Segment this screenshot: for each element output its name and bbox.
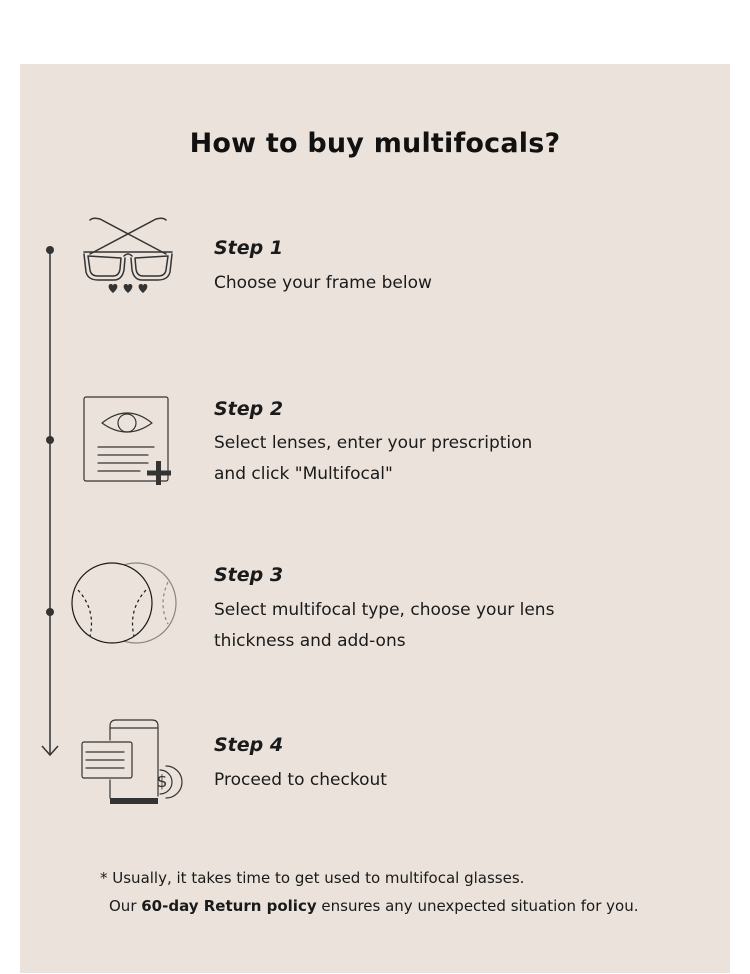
step-1-text: [214, 268, 634, 299]
step-3-line-2: thickness and add-ons: [214, 631, 406, 651]
page-title: How to buy multifocals?: [189, 128, 561, 159]
step-3-title: Step 3: [214, 564, 284, 586]
footnote: [100, 864, 700, 920]
step-2-text: [214, 428, 634, 490]
footnote-line-2: [100, 892, 700, 920]
prescription-icon: [82, 395, 178, 489]
footnote-suffix: ensures any unexpected situation for you.: [316, 897, 639, 915]
lens-icon: [68, 560, 184, 648]
footnote-line-1: * Usually, it takes time to get used to multifocal glasses.: [100, 869, 525, 887]
svg-text:$: $: [156, 772, 168, 792]
step-4-line-1: Proceed to checkout: [214, 770, 387, 790]
step-3-line-1: Select multifocal type, choose your lens: [214, 600, 555, 620]
step-3-text: [214, 595, 634, 657]
step-2-title: Step 2: [214, 398, 284, 420]
step-4-text: [214, 765, 634, 796]
step-1-line-1: Choose your frame below: [214, 273, 432, 293]
content-panel: [20, 64, 730, 973]
glasses-icon: [78, 214, 178, 304]
step-2-line-1: Select lenses, enter your prescription: [214, 433, 533, 453]
step-4-title: Step 4: [214, 734, 284, 756]
footnote-prefix: Our: [109, 897, 142, 915]
step-1-title: Step 1: [214, 237, 284, 259]
step-2-line-2: and click "Multifocal": [214, 464, 393, 484]
checkout-icon: [80, 718, 186, 808]
return-policy-link[interactable]: 60-day Return policy: [141, 897, 317, 915]
